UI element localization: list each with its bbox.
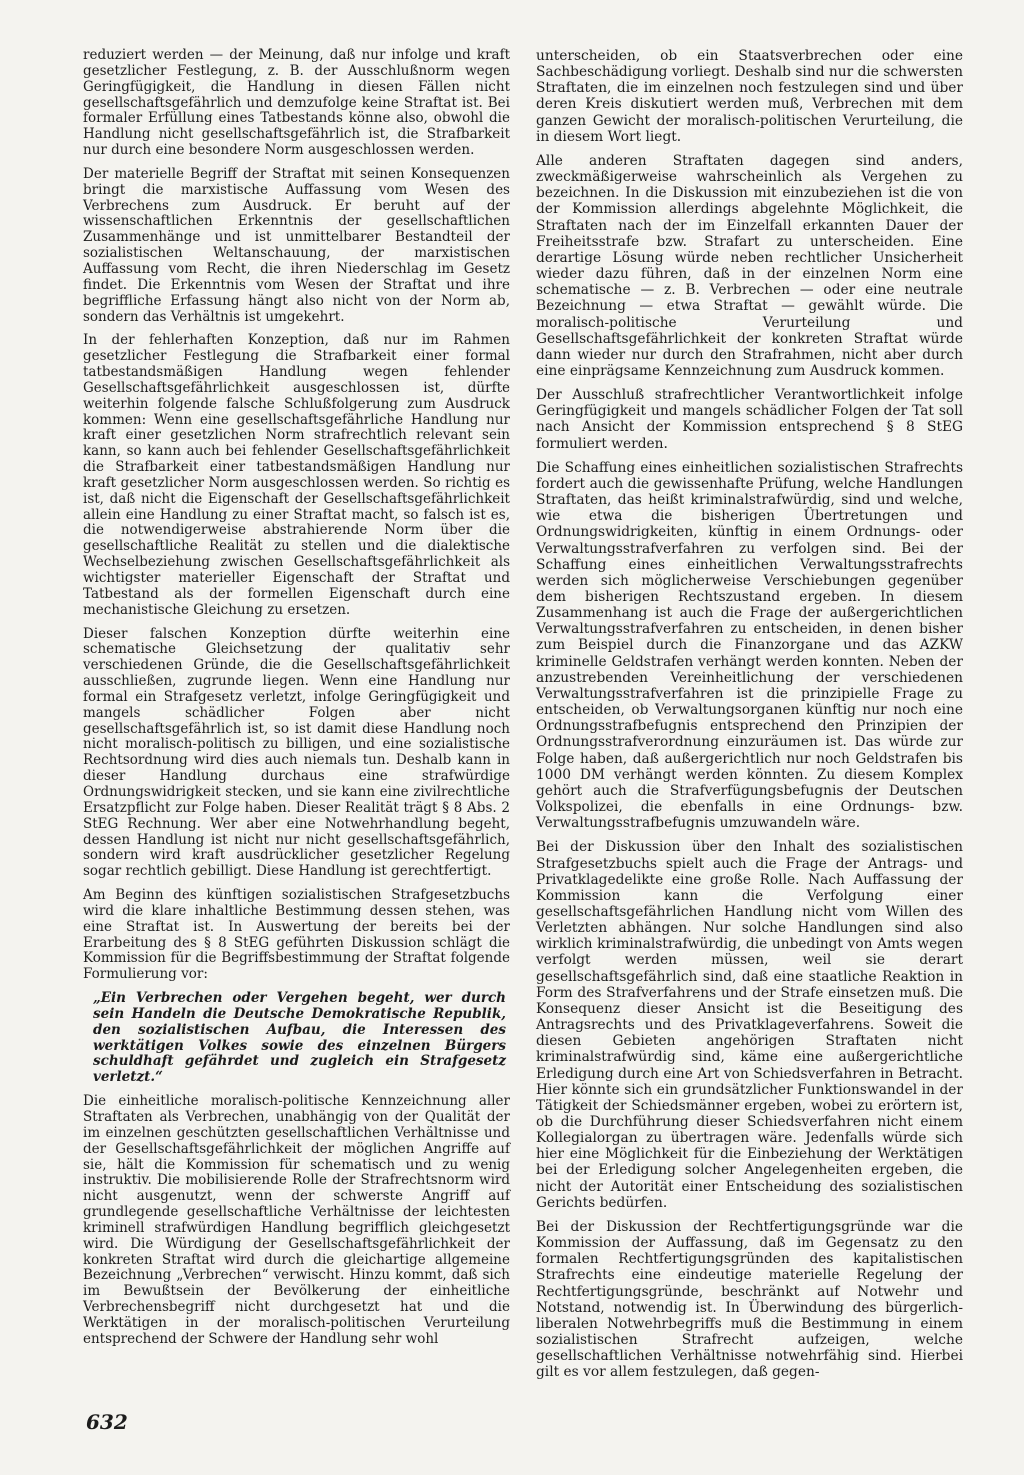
paragraph: Alle anderen Straftaten dagegen sind anders, zweckmäßigerweise wahrscheinlich als Vergehen zu bezeichnen. In die Diskussion mit einzubeziehen ist die von der Kommission allerdings abgelehnte Möglichkeit, die Straftaten nach der im Einzelfall erkannten Dauer der Freiheitsstrafe bzw. Strafart zu unterscheiden. Eine derartige Lösung würde neben rechtlicher Unsicherheit wieder dazu führen, daß in der einzelnen Norm eine schematische — z. B. Verbrechen — oder eine neutrale Bezeichnung — etwa Straftat — gewählt würde. Die moralisch-politische Verurteilung und Gesellschaftsgefährlichkeit der konkreten Straftat würde dann wieder nur durch den Strafrahmen, nicht aber durch eine einprägsame Kennzeichnung zum Ausdruck kommen. bbox=[536, 152, 963, 379]
paragraph: Bei der Diskussion der Rechtfertigungsgründe war die Kommission der Auffassung, daß im Gegensatz zu den formalen Rechtfertigungsgründen des kapitalistischen Strafrechts eine eindeutige materielle Regelung der Rechtfertigungsgründe, beschränkt auf Notwehr und Notstand, notwendig ist. In Überwindung des bürgerlich-liberalen Notwehrbegriffs muß die Bestimmung in einem sozialistischen Strafrecht aufzeigen, welche gesellschaftlichen Verhältnisse notwehrfähig sind. Hierbei gilt es vor allem festzulegen, daß gegen- bbox=[536, 1218, 963, 1381]
paragraph: Der materielle Begriff der Straftat mit seinen Konsequenzen bringt die marxistische Auffassung vom Wesen des Verbrechens zum Ausdruck. Er beruht auf der wissenschaftlichen Erkenntnis der gesellschaftlichen Zusammenhänge und ist unmittelbarer Bestandteil der sozialistischen Weltanschauung, der marxistischen Auffassung vom Recht, die ihren Niederschlag im Gesetz findet. Die Erkenntnis vom Wesen der Straftat und ihre begriffliche Erfassung hängt also nicht von der Norm ab, sondern das Verhältnis ist umgekehrt. bbox=[83, 165, 510, 325]
paragraph: Die einheitliche moralisch-politische Kennzeichnung aller Straftaten als Verbrechen, unabhängig von der Qualität der im einzelnen geschützten gesellschaftlichen Verhältnisse und der Gesellschaftsgefährlichkeit der möglichen Angriffe auf sie, hält die Kommission für schematisch und zu wenig instruktiv. Die mobilisierende Rolle der Strafrechtsnorm wird nicht ausgenutzt, wenn der schwerste Angriff auf grundlegende gesellschaftliche Verhältnisse der leichtesten kriminell strafwürdigen Handlung begrifflich gleichgesetzt wird. Die Würdigung der Gesellschaftsgefährlichkeit der konkreten Straftat wird durch die gleichartige allgemeine Bezeichnung „Verbrechen“ verwischt. Hinzu kommt, daß sich im Bewußtsein der Bevölkerung der einheitliche Verbrechensbegriff nicht durchgesetzt hat und die Werktätigen in der moralisch-politischen Verurteilung entsprechend der Schwere der Handlung sehr wohl bbox=[83, 1093, 510, 1347]
paragraph: Der Ausschluß strafrechtlicher Verantwortlichkeit infolge Geringfügigkeit und mangels schädlicher Folgen der Tat soll nach Ansicht der Kommission entsprechend § 8 StEG formuliert werden. bbox=[536, 387, 963, 452]
paragraph: Am Beginn des künftigen sozialistischen Strafgesetzbuchs wird die klare inhaltliche Bestimmung dessen stehen, was eine Straftat ist. In Auswertung der bereits bei der Erarbeitung des § 8 StEG geführten Diskussion schlägt die Kommission für die Begriffsbestimmung der Straftat folgende Formulierung vor: bbox=[83, 887, 510, 983]
left-column bbox=[83, 48, 510, 1356]
right-column bbox=[536, 48, 963, 1389]
paragraph: reduziert werden — der Meinung, daß nur infolge und kraft gesetzlicher Festlegung, z. B. der Ausschlußnorm wegen Geringfügigkeit, die Handlung in diesen Fällen nicht gesellschaftsgefährlich und demzufolge keine Straftat ist. Bei formaler Erfüllung eines Tatbestands könne also, obwohl die Handlung nicht gesellschaftsgefährlich ist, die Strafbarkeit nur durch eine besondere Norm ausgeschlossen werden. bbox=[83, 47, 510, 159]
paragraph: Bei der Diskussion über den Inhalt des sozialistischen Strafgesetzbuchs spielt auch die Frage der Antrags- und Privatklagedelikte eine große Rolle. Nach Auffassung der Kommission kann die Verfolgung einer gesellschaftsgefährlichen Handlung nicht vom Willen des Verletzten abhängen. Nur solche Handlungen sind also wirklich kriminalstrafwürdig, die unbedingt von Amts wegen verfolgt werden müssen, weil sie derart gesellschaftsgefährlich sind, daß eine staatliche Reaktion in Form des Strafverfahrens und der Strafe einsetzen muß. Die Konsequenz dieser Ansicht ist die Beseitigung des Antragsrechts und des Privatklageverfahrens. Soweit die diesen Gebieten angehörigen Straftaten nicht kriminalstrafwürdig sind, käme eine außergerichtliche Erledigung durch eine Art von Schiedsverfahren in Betracht. Hier könnte sich ein grundsätzlicher Funktionswandel in der Tätigkeit der Schiedsmänner ergeben, wobei zu erörtern ist, ob die Durchführung dieser Schiedsverfahren nicht einem Kollegialorgan zu übertragen wäre. Jedenfalls würde sich hier eine Möglichkeit für die Einbeziehung der Werktätigen bei der Erledigung solcher Angelegenheiten ergeben, die nicht der Autorität einer Entscheidung des sozialistischen Gerichts bedürfen. bbox=[536, 839, 963, 1211]
definition-quote: „Ein Verbrechen oder Vergehen begeht, wer durch sein Handeln die Deutsche Demokratische Republik, den sozialistischen Aufbau, die Interessen des werktätigen Volkes sowie des einzelnen Bürgers schuldhaft gefährdet und zugleich ein Strafgesetz verletzt.“ bbox=[93, 990, 506, 1086]
paragraph: In der fehlerhaften Konzeption, daß nur im Rahmen gesetzlicher Festlegung die Strafbarkeit einer formal tatbestandsmäßigen Handlung wegen fehlender Gesellschaftsgefährlichkeit ausgeschlossen ist, dürfte weiterhin folgende falsche Schlußfolgerung zum Ausdruck kommen: Wenn eine gesellschaftsgefährliche Handlung nur kraft einer gesetzlichen Norm strafrechtlich relevant sein kann, so kann auch bei fehlender Gesellschaftsgefährlichkeit die Strafbarkeit einer tatbestandsmäßigen Handlung nur kraft gesetzlicher Norm ausgeschlossen werden. So richtig es ist, daß nicht die Eigenschaft der Gesellschaftsgefährlichkeit allein eine Handlung zu einer Straftat macht, so falsch ist es, die notwendigerweise abstrahierende Norm über die gesellschaftliche Realität zu stellen und die dialektische Wechselbeziehung zwischen Gesellschaftsgefährlichkeit als wichtigster materieller Eigenschaft der Straftat und Tatbestand als der formellen Eigenschaft durch eine mechanistische Gleichung zu ersetzen. bbox=[83, 332, 510, 618]
paragraph: Dieser falschen Konzeption dürfte weiterhin eine schematische Gleichsetzung der qualitativ sehr verschiedenen Gründe, die die Gesellschaftsgefährlichkeit ausschließen, zugrunde liegen. Wenn eine Handlung nur formal ein Strafgesetz verletzt, infolge Geringfügigkeit und mangels schädlicher Folgen aber nicht gesellschaftsgefährlich ist, so ist damit diese Handlung noch nicht moralisch-politisch zu billigen, und eine sozialistische Rechtsordnung wird dies auch niemals tun. Deshalb kann in dieser Handlung durchaus eine strafwürdige Ordnungswidrigkeit stecken, und sie kann eine zivilrechtliche Ersatzpflicht zur Folge haben. Dieser Realität trägt § 8 Abs. 2 StEG Rechnung. Wer aber eine Notwehrhandlung begeht, dessen Handlung ist nicht nur nicht gesellschaftsgefährlich, sondern wird kraft ausdrücklicher gesetzlicher Regelung sogar rechtlich gebilligt. Diese Handlung ist gerechtfertigt. bbox=[83, 625, 510, 880]
page-number: 632 bbox=[86, 1410, 128, 1434]
paragraph: unterscheiden, ob ein Staatsverbrechen oder eine Sachbeschädigung vorliegt. Deshalb sind nur die schwersten Straftaten, die im einzelnen noch festzulegen sind und über deren Kreis diskutiert werden muß, Verbrechen mit dem ganzen Gewicht der moralisch-politischen Verurteilung, die in diesem Wort liegt. bbox=[536, 48, 963, 145]
paragraph: Die Schaffung eines einheitlichen sozialistischen Strafrechts fordert auch die gewissenhafte Prüfung, welche Handlungen Straftaten, das heißt kriminalstrafwürdig, sind und welche, wie etwa die bisherigen Übertretungen und Ordnungswidrigkeiten, künftig in einem Ordnungs- oder Verwaltungsstrafverfahren zu verfolgen sind. Bei der Schaffung eines einheitlichen Verwaltungsstrafrechts werden sich möglicherweise Verschiebungen gegenüber dem bisherigen Rechtszustand ergeben. In diesem Zusammenhang ist auch die Frage der außergerichtlichen Verwaltungsstrafverfahren zu entscheiden, in denen bisher zum Beispiel durch die Finanzorgane und das AZKW kriminelle Geldstrafen verhängt werden konnten. Neben der anzustrebenden Vereinheitlichung der verschiedenen Verwaltungsstrafverfahren ist die prinzipielle Frage zu entscheiden, ob Verwaltungsorganen künftig nur noch eine Ordnungsstrafbefugnis entsprechend den Prinzipien der Ordnungsstrafverordnung einzuräumen ist. Das würde zur Folge haben, daß außergerichtlich nur noch Geldstrafen bis 1000 DM verhängt werden könnten. Zu diesem Komplex gehört auch die Strafverfügungsbefugnis der Deutschen Volkspolizei, die ebenfalls in eine Ordnungs- bzw. Verwaltungsstrafbefugnis umzuwandeln wäre. bbox=[536, 459, 963, 832]
